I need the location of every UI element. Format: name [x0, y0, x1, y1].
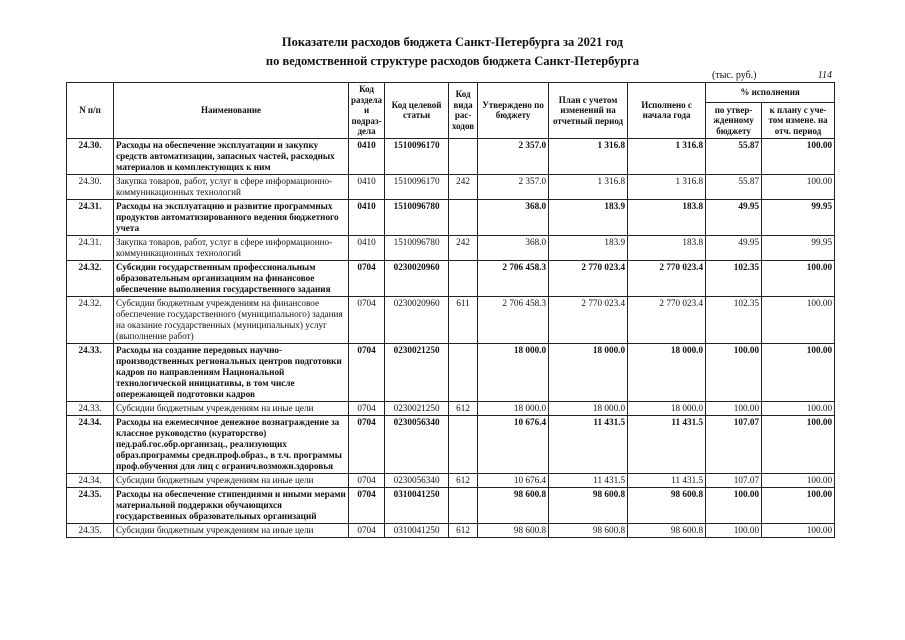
row-name: Субсидии государственным профессиональным образовательным организациям на финансовое обеспечение выполнения государственного задания — [114, 260, 349, 296]
table-row — [67, 401, 835, 415]
row-plan: 18 000.0 — [549, 343, 628, 401]
col-header-target: Код целевой статьи — [385, 83, 449, 139]
row-num: 24.35. — [67, 487, 114, 523]
row-num: 24.32. — [67, 260, 114, 296]
row-pct-plan: 100.00 — [762, 260, 835, 296]
row-expense-type — [449, 138, 478, 174]
table-row — [67, 174, 835, 199]
row-approved: 2 706 458.3 — [478, 296, 549, 343]
col-header-pct-plan: к плану с уче-том измене. на отч. период — [762, 103, 835, 138]
row-pct-approved: 107.07 — [706, 415, 762, 473]
row-name: Закупка товаров, работ, услуг в сфере информационно-коммуникационных технологий — [114, 235, 349, 260]
row-plan: 1 316.8 — [549, 138, 628, 174]
row-num: 24.35. — [67, 523, 114, 537]
row-expense-type: 612 — [449, 523, 478, 537]
row-target-code: 0230021250 — [385, 343, 449, 401]
row-pct-approved: 107.07 — [706, 473, 762, 487]
row-plan: 1 316.8 — [549, 174, 628, 199]
row-executed: 2 770 023.4 — [628, 260, 706, 296]
row-pct-approved: 100.00 — [706, 401, 762, 415]
row-pct-approved: 55.87 — [706, 138, 762, 174]
row-section-code: 0704 — [349, 401, 385, 415]
row-section-code: 0704 — [349, 523, 385, 537]
row-expense-type: 611 — [449, 296, 478, 343]
row-target-code: 0230020960 — [385, 260, 449, 296]
row-name: Закупка товаров, работ, услуг в сфере информационно-коммуникационных технологий — [114, 174, 349, 199]
table-row — [67, 260, 835, 296]
col-header-pct-approved: по утвер-жденному бюджету — [706, 103, 762, 138]
table-row — [67, 487, 835, 523]
row-expense-type: 242 — [449, 235, 478, 260]
units-label: (тыс. руб.) — [712, 70, 757, 81]
row-plan: 183.9 — [549, 199, 628, 235]
row-plan: 2 770 023.4 — [549, 260, 628, 296]
row-plan: 18 000.0 — [549, 401, 628, 415]
row-pct-approved: 100.00 — [706, 343, 762, 401]
row-approved: 368.0 — [478, 199, 549, 235]
table-row — [67, 523, 835, 537]
row-target-code: 1510096170 — [385, 174, 449, 199]
table-row — [67, 235, 835, 260]
row-target-code: 0230020960 — [385, 296, 449, 343]
row-executed: 1 316.8 — [628, 174, 706, 199]
report-title-line1: Показатели расходов бюджета Санкт-Петербурга за 2021 год — [281, 35, 624, 49]
row-pct-approved: 102.35 — [706, 296, 762, 343]
row-expense-type — [449, 343, 478, 401]
row-expense-type: 242 — [449, 174, 478, 199]
row-target-code: 1510096780 — [385, 235, 449, 260]
row-pct-plan: 100.00 — [762, 343, 835, 401]
row-approved: 10 676.4 — [478, 473, 549, 487]
row-section-code: 0704 — [349, 260, 385, 296]
row-approved: 368.0 — [478, 235, 549, 260]
row-name: Расходы на эксплуатацию и развитие программных продуктов автоматизированного ведения бюджетного учета — [114, 199, 349, 235]
col-header-type: Код вида рас-ходов — [449, 83, 478, 139]
table-row — [67, 415, 835, 473]
row-section-code: 0704 — [349, 343, 385, 401]
col-header-plan: План с учетом изменений на отчетный период — [549, 83, 628, 139]
row-expense-type: 612 — [449, 473, 478, 487]
row-target-code: 0310041250 — [385, 523, 449, 537]
row-section-code: 0704 — [349, 415, 385, 473]
row-num: 24.30. — [67, 138, 114, 174]
row-section-code: 0704 — [349, 473, 385, 487]
row-pct-plan: 100.00 — [762, 138, 835, 174]
row-section-code: 0410 — [349, 235, 385, 260]
row-section-code: 0704 — [349, 296, 385, 343]
row-target-code: 0230021250 — [385, 401, 449, 415]
row-expense-type — [449, 260, 478, 296]
col-header-pct-group: % исполнения — [706, 83, 835, 103]
table-row — [67, 199, 835, 235]
row-name: Расходы на ежемесячное денежное вознаграждение за классное руководство (кураторство) пед.раб.гос.обр.организац., реализующих образ.программы средн.проф.образ., в т.ч. программы проф.обучения для лиц с огранич.возможн.здоровья — [114, 415, 349, 473]
row-name: Субсидии бюджетным учреждениям на иные цели — [114, 401, 349, 415]
row-approved: 2 706 458.3 — [478, 260, 549, 296]
row-pct-plan: 99.95 — [762, 235, 835, 260]
table-row — [67, 296, 835, 343]
report-title-line2: по ведомственной структуре расходов бюджета Санкт-Петербурга — [265, 54, 640, 68]
row-pct-approved: 102.35 — [706, 260, 762, 296]
table-row — [67, 138, 835, 174]
row-num: 24.32. — [67, 296, 114, 343]
row-expense-type — [449, 415, 478, 473]
row-target-code: 1510096780 — [385, 199, 449, 235]
row-pct-approved: 49.95 — [706, 199, 762, 235]
budget-table — [66, 82, 835, 538]
row-approved: 18 000.0 — [478, 401, 549, 415]
row-expense-type — [449, 199, 478, 235]
row-pct-approved: 49.95 — [706, 235, 762, 260]
row-pct-approved: 55.87 — [706, 174, 762, 199]
row-pct-plan: 100.00 — [762, 473, 835, 487]
row-num: 24.34. — [67, 473, 114, 487]
col-header-section: Код раздела и подраз-дела — [349, 83, 385, 139]
row-executed: 18 000.0 — [628, 343, 706, 401]
row-executed: 183.8 — [628, 199, 706, 235]
row-pct-plan: 100.00 — [762, 415, 835, 473]
row-approved: 10 676.4 — [478, 415, 549, 473]
row-plan: 183.9 — [549, 235, 628, 260]
row-plan: 98 600.8 — [549, 523, 628, 537]
row-section-code: 0410 — [349, 138, 385, 174]
page-number: 114 — [817, 70, 832, 81]
row-plan: 98 600.8 — [549, 487, 628, 523]
col-header-approved: Утверждено по бюджету — [478, 83, 549, 139]
table-row — [67, 343, 835, 401]
row-section-code: 0410 — [349, 199, 385, 235]
row-approved: 98 600.8 — [478, 523, 549, 537]
row-expense-type — [449, 487, 478, 523]
row-num: 24.33. — [67, 343, 114, 401]
row-plan: 11 431.5 — [549, 473, 628, 487]
row-name: Расходы на обеспечение эксплуатации и закупку средств автоматизации, запасных частей, расходных материалов и комплектующих к ним — [114, 138, 349, 174]
row-pct-approved: 100.00 — [706, 487, 762, 523]
row-expense-type: 612 — [449, 401, 478, 415]
row-plan: 11 431.5 — [549, 415, 628, 473]
row-executed: 11 431.5 — [628, 415, 706, 473]
row-section-code: 0410 — [349, 174, 385, 199]
row-target-code: 0310041250 — [385, 487, 449, 523]
col-header-num: N п/п — [67, 83, 114, 139]
col-header-name: Наименование — [114, 83, 349, 139]
row-pct-plan: 100.00 — [762, 296, 835, 343]
row-target-code: 0230056340 — [385, 473, 449, 487]
table-row — [67, 473, 835, 487]
row-approved: 18 000.0 — [478, 343, 549, 401]
row-approved: 2 357.0 — [478, 174, 549, 199]
row-executed: 18 000.0 — [628, 401, 706, 415]
row-executed: 11 431.5 — [628, 473, 706, 487]
row-plan: 2 770 023.4 — [549, 296, 628, 343]
row-num: 24.34. — [67, 415, 114, 473]
row-executed: 98 600.8 — [628, 523, 706, 537]
row-num: 24.33. — [67, 401, 114, 415]
row-executed: 98 600.8 — [628, 487, 706, 523]
row-target-code: 0230056340 — [385, 415, 449, 473]
row-pct-plan: 100.00 — [762, 401, 835, 415]
row-pct-plan: 100.00 — [762, 174, 835, 199]
row-section-code: 0704 — [349, 487, 385, 523]
row-num: 24.31. — [67, 235, 114, 260]
row-name: Субсидии бюджетным учреждениям на иные цели — [114, 473, 349, 487]
row-pct-plan: 100.00 — [762, 487, 835, 523]
row-pct-approved: 100.00 — [706, 523, 762, 537]
row-name: Субсидии бюджетным учреждениям на иные цели — [114, 523, 349, 537]
row-approved: 2 357.0 — [478, 138, 549, 174]
row-name: Расходы на создание передовых научно-производственных региональных центров подготовки кадров по направлениям Национальной технологической инициативы, в том числе опережающей подготовки кадров — [114, 343, 349, 401]
row-target-code: 1510096170 — [385, 138, 449, 174]
row-name: Субсидии бюджетным учреждениям на финансовое обеспечение государственного (муниципального) задания на оказание государственных (муниципальных) услуг (выполнение работ) — [114, 296, 349, 343]
col-header-executed: Исполнено с начала года — [628, 83, 706, 139]
row-pct-plan: 100.00 — [762, 523, 835, 537]
row-executed: 183.8 — [628, 235, 706, 260]
row-approved: 98 600.8 — [478, 487, 549, 523]
row-executed: 2 770 023.4 — [628, 296, 706, 343]
row-executed: 1 316.8 — [628, 138, 706, 174]
row-num: 24.30. — [67, 174, 114, 199]
row-num: 24.31. — [67, 199, 114, 235]
table-body — [67, 138, 835, 537]
row-name: Расходы на обеспечение стипендиями и иными мерами материальной поддержки обучающихся государственных образовательных организаций — [114, 487, 349, 523]
row-pct-plan: 99.95 — [762, 199, 835, 235]
